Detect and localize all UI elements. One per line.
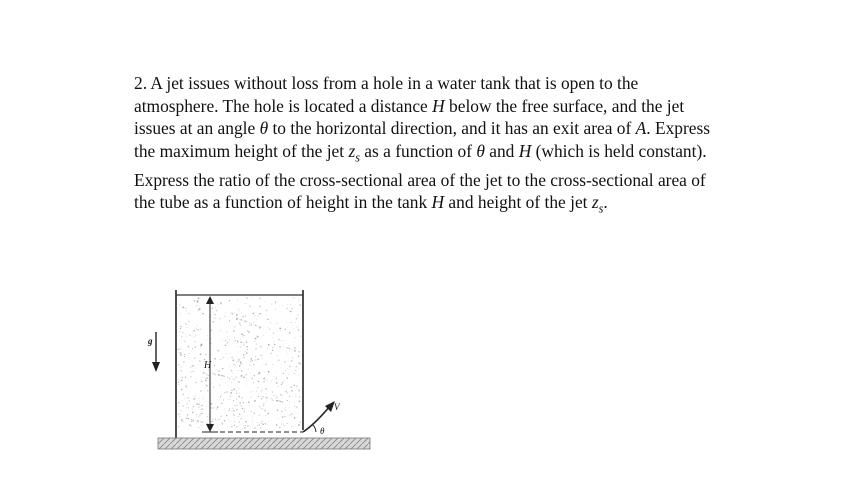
- water-fill: [177, 297, 301, 429]
- text-segment: and: [484, 140, 519, 161]
- text-segment: as a function of: [359, 140, 477, 161]
- height-arrow-bottom: [206, 424, 214, 432]
- problem-line: [134, 72, 824, 95]
- problem-line: [134, 95, 824, 118]
- math-symbol: θ: [476, 140, 485, 161]
- height-arrow-top: [206, 296, 214, 304]
- problem-statement: [134, 72, 824, 220]
- text-segment: (which is held constant).: [531, 140, 707, 161]
- math-symbol: θ: [259, 118, 269, 139]
- math-symbol: z: [348, 140, 356, 161]
- height-label: H: [204, 360, 212, 371]
- problem-line: [134, 117, 824, 140]
- text-segment: 2. A jet issues without loss from a hole in a water tank that is open to the: [134, 73, 639, 93]
- math-symbol: z: [591, 192, 599, 213]
- subscript: s: [355, 150, 360, 165]
- tank-diagram: [140, 282, 380, 462]
- text-segment: . Express: [646, 118, 711, 139]
- subscript: s: [598, 201, 604, 216]
- angle-arc: [312, 424, 316, 432]
- jet-stream: [303, 406, 330, 432]
- problem-line: [134, 169, 824, 192]
- text-segment: Express the ratio of the cross-sectional area of the jet to the cross-sectional area of: [134, 169, 706, 190]
- gravity-arrowhead: [152, 362, 160, 372]
- angle-label: θ: [320, 426, 325, 436]
- text-segment: issues at an angle: [134, 118, 260, 139]
- text-segment: and height of the jet: [444, 192, 592, 213]
- problem-line: [134, 140, 824, 169]
- text-segment: .: [603, 192, 608, 213]
- gravity-label: g: [148, 336, 153, 346]
- text-segment: atmosphere. The hole is located a distance: [134, 95, 433, 116]
- ground: [158, 438, 370, 449]
- math-symbol: A: [635, 118, 647, 139]
- text-segment: to the horizontal direction, and it has an exit area of: [268, 118, 636, 139]
- text-segment: the tube as a function of height in the tank: [134, 192, 432, 213]
- text-segment: the maximum height of the jet: [134, 140, 349, 161]
- math-symbol: H: [431, 192, 445, 213]
- math-symbol: H: [432, 95, 445, 116]
- math-symbol: H: [518, 140, 532, 161]
- problem-line: [134, 191, 824, 220]
- velocity-label: V: [334, 402, 340, 412]
- text-segment: below the free surface, and the jet: [444, 95, 685, 116]
